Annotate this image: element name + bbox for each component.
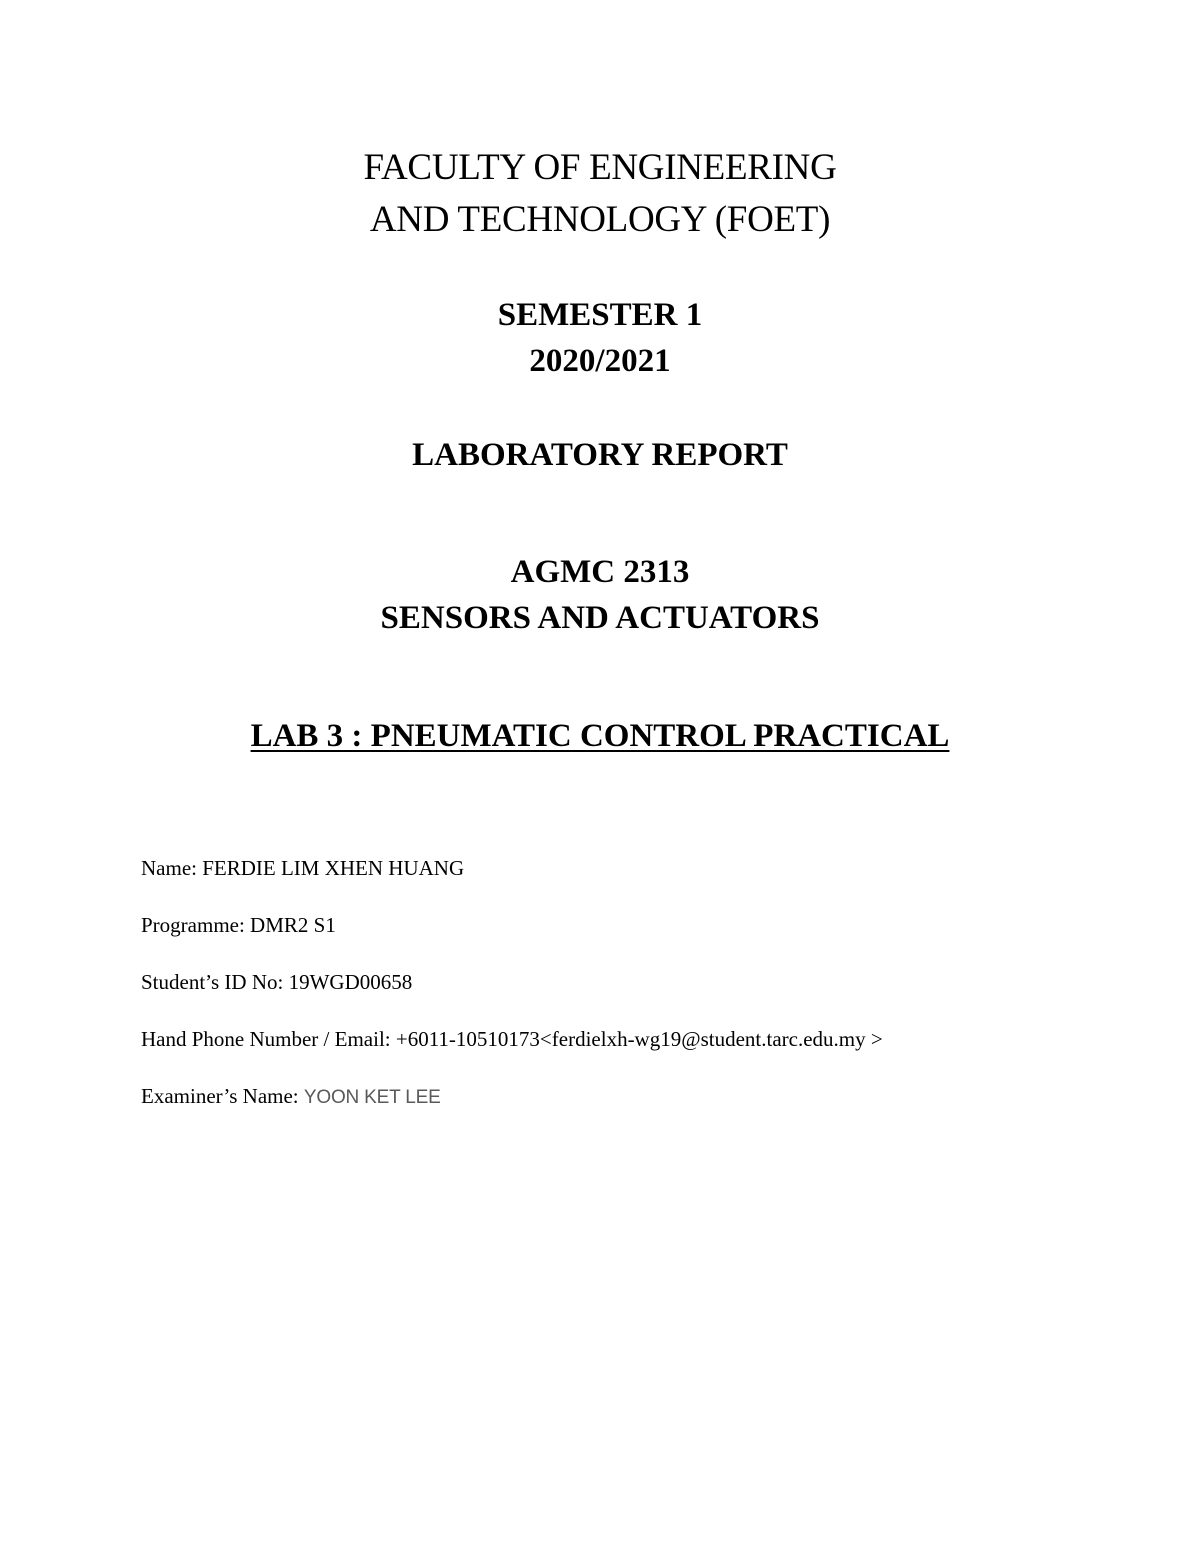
course-name: SENSORS AND ACTUATORS (380, 600, 820, 636)
report-type-heading: LABORATORY REPORT (412, 437, 788, 473)
examiner-name-row (141, 1080, 1141, 1137)
lab-title: LAB 3 : PNEUMATIC CONTROL PRACTICAL (250, 718, 950, 754)
student-details (141, 852, 1141, 1137)
faculty-heading (0, 142, 1200, 246)
contact-details: Hand Phone Number / Email: +6011-10510173<ferdielxh-wg19@student.tarc.edu.my > (141, 1027, 883, 1051)
programme: Programme: DMR2 S1 (141, 913, 336, 937)
semester-line: SEMESTER 1 (497, 297, 703, 333)
faculty-line-2: AND TECHNOLOGY (FOET) (369, 199, 831, 240)
academic-year-line: 2020/2021 (529, 343, 671, 379)
course-code: AGMC 2313 (510, 554, 690, 590)
student-name: Name: FERDIE LIM XHEN HUANG (141, 856, 465, 880)
faculty-line-1: FACULTY OF ENGINEERING (363, 147, 837, 188)
student-id: Student’s ID No: 19WGD00658 (141, 970, 413, 994)
examiner-label: Examiner’s Name: (141, 1084, 304, 1108)
semester-heading (0, 292, 1200, 384)
course-heading (0, 549, 1200, 641)
examiner-name: YOON KET LEE (303, 1087, 441, 1108)
